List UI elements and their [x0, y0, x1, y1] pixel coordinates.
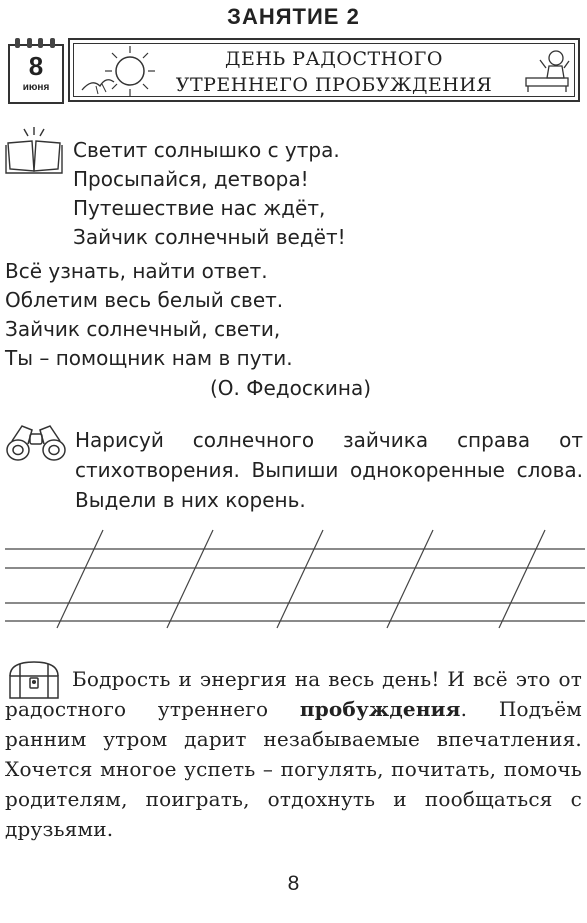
poem-stanza-2 [5, 257, 293, 373]
book-icon [4, 125, 64, 175]
writing-lines[interactable] [5, 528, 585, 633]
child-bed-icon [522, 46, 572, 96]
final-text-part1: Бодрость и энергия на весь день! И всё это от радостного утреннего [5, 667, 582, 721]
poem-author: (О. Федоскина) [210, 376, 372, 400]
poem-line: Зайчик солнечный, свети, [5, 317, 281, 341]
poem-line: Облетим весь белый свет. [5, 288, 284, 312]
final-bold-word: пробуждения [299, 697, 461, 721]
lesson-title: ЗАНЯТИЕ 2 [227, 4, 360, 29]
bird-icon [78, 68, 118, 96]
poem-stanza-1 [73, 136, 346, 252]
banner-line-1: ДЕНЬ РАДОСТНОГО [225, 48, 443, 70]
final-text-part2: . Подъём ранним утром дарит незабываемые впечатления. Хочется многое успеть – погулять, почитать, помочь родителям, поиграть, отдохнуть и пообщаться с друзьями. [5, 697, 583, 841]
poem-line: Просыпайся, детвора! [73, 167, 309, 191]
binoculars-icon [4, 420, 68, 464]
page-number: 8 [287, 872, 300, 895]
calendar-month: июня [22, 82, 50, 93]
poem-line: Зайчик солнечный ведёт! [73, 225, 346, 249]
calendar-day: 8 [28, 51, 44, 81]
banner-line-2: УТРЕННЕГО ПРОБУЖДЕНИЯ [175, 74, 493, 96]
poem-line: Светит солнышко с утра. [73, 138, 340, 162]
poem-line: Ты – помощник нам в пути. [5, 346, 293, 370]
banner-title [150, 46, 518, 98]
poem-line: Всё узнать, найти ответ. [5, 259, 268, 283]
poem-line: Путешествие нас ждёт, [73, 196, 326, 220]
task-instruction: Нарисуй солнечного зайчика справа от стихотворения. Выпиши однокоренные слова. Выдели в них корень. [75, 428, 583, 512]
calendar-icon [5, 38, 63, 102]
lesson-banner [68, 38, 580, 102]
final-paragraph [5, 664, 582, 844]
